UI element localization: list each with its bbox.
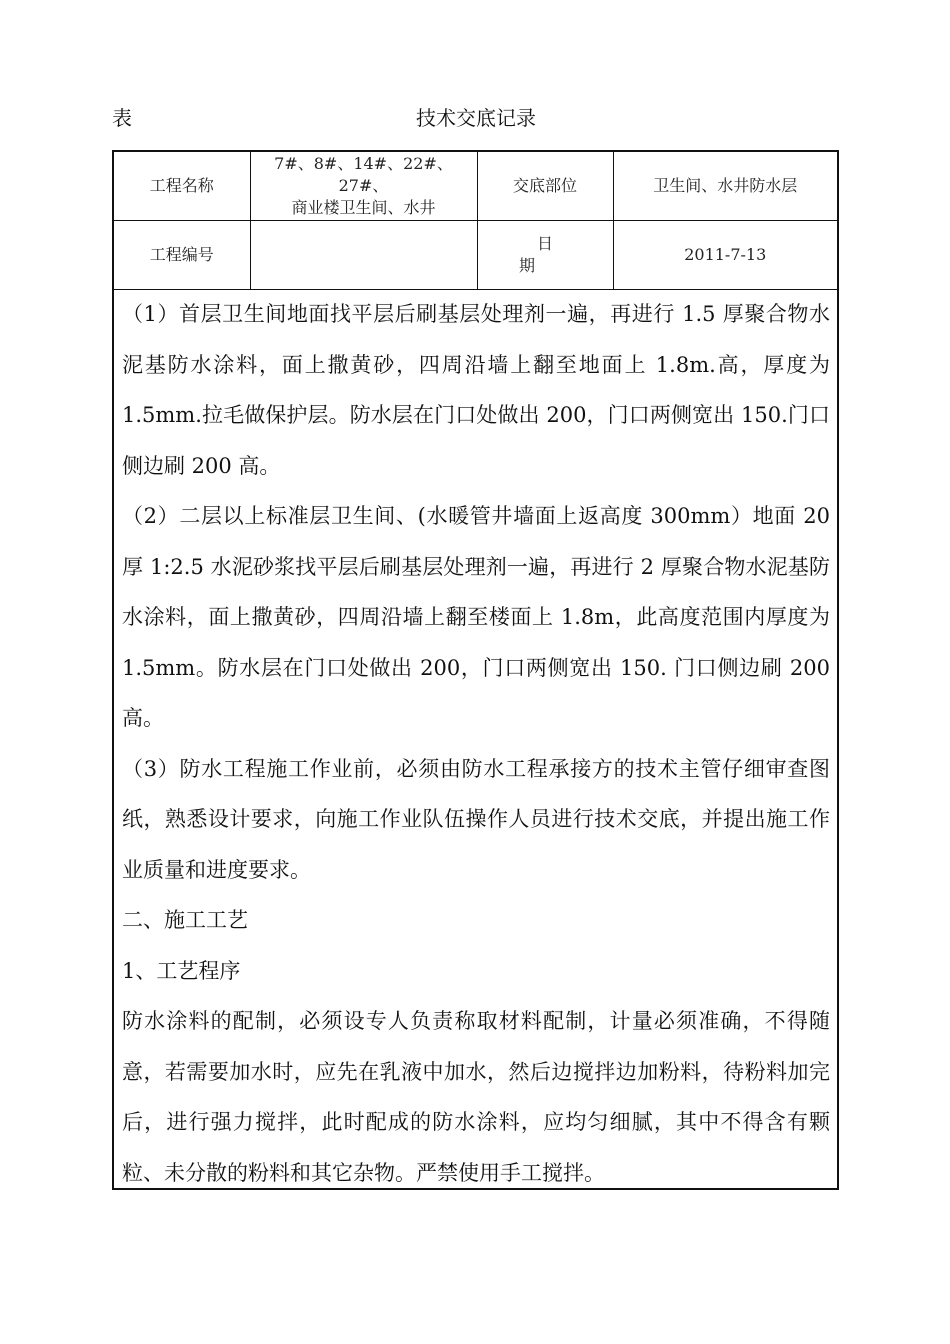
project-no-value	[250, 221, 477, 290]
form-label: 表	[112, 106, 132, 130]
content-paragraph-1: （1）首层卫生间地面找平层后刷基层处理剂一遍，再进行 1.5 厚聚合物水泥基防水涂料，面上撒黄砂，四周沿墙上翻至地面上 1.8m.高，厚度为 1.5mm.拉毛做保护层。防水层在门口处做出 200，门口两侧宽出 150.门口侧边刷 200 高。	[122, 302, 830, 478]
project-name-line-2: 商业楼卫生间、水井	[291, 198, 436, 217]
disclosure-content	[122, 289, 830, 1198]
project-no-label: 工程编号	[114, 221, 250, 290]
header-table	[114, 152, 837, 290]
record-frame	[112, 150, 839, 1190]
content-paragraph-6: 防水涂料的配制，必须设专人负责称取材料配制，计量必须准确，不得随意，若需要加水时，应先在乳液中加水，然后边搅拌边加粉料，待粉料加完后，进行强力搅拌，此时配成的防水涂料，应均匀细腻，其中不得含有颗粒、未分散的粉料和其它杂物。严禁使用手工搅拌。	[122, 1009, 830, 1185]
location-label: 交底部位	[477, 152, 613, 221]
content-paragraph-3: （3）防水工程施工作业前，必须由防水工程承接方的技术主管仔细审查图纸，熟悉设计要求，向施工作业队伍操作人员进行技术交底，并提出施工作业质量和进度要求。	[122, 756, 830, 882]
project-name-line-1: 7#、8#、14#、22#、27#、	[274, 154, 453, 195]
section-heading-construction-process: 二、施工工艺	[122, 908, 248, 932]
content-paragraph-2: （2）二层以上标准层卫生间、(水暖管井墙面上返高度 300mm）地面 20 厚 1:2.5 水泥砂浆找平层后刷基层处理剂一遍，再进行 2 厚聚合物水泥基防水涂料，面上撒黄砂，四周沿墙上翻至楼面上 1.8m，此高度范围内厚度为 1.5mm。防水层在门口处做出 200，门口两侧宽出 150. 门口侧边刷 200 高。	[122, 504, 830, 730]
date-label	[477, 221, 613, 290]
document-title: 技术交底记录	[416, 106, 536, 130]
header-row-2	[114, 221, 837, 290]
header-row-1	[114, 152, 837, 221]
project-name-label: 工程名称	[114, 152, 250, 221]
date-label-text: 日期	[518, 234, 589, 275]
date-value: 2011-7-13	[613, 221, 837, 290]
subsection-heading-process-procedure: 1、工艺程序	[122, 958, 241, 983]
location-value: 卫生间、水井防水层	[613, 152, 837, 221]
project-name-value	[250, 152, 477, 221]
